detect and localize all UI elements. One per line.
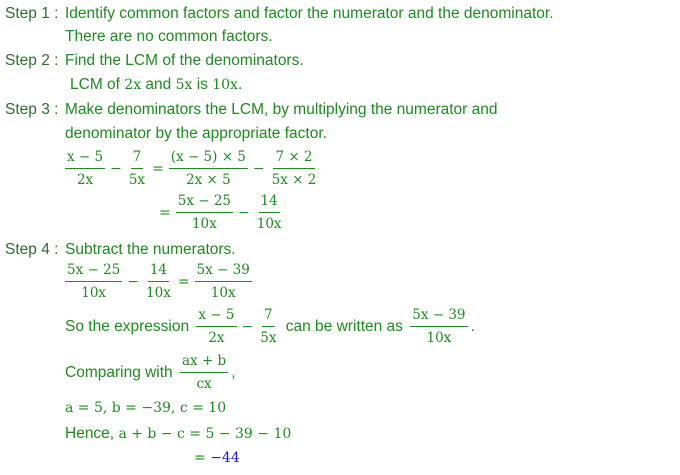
numerator: 5x − 39 [410, 307, 467, 327]
lcm-term: 2x [124, 77, 142, 93]
numerator: 5x − 25 [65, 262, 122, 282]
numerator: (x − 5) × 5 [169, 149, 248, 169]
numerator: 5x − 25 [176, 193, 233, 213]
operator: − [241, 318, 254, 335]
numerator: 7 × 2 [273, 149, 314, 169]
numerator: 14 [259, 193, 280, 213]
denominator: 10x [146, 285, 171, 301]
step-1-text [65, 5, 554, 23]
denominator: 10x [210, 285, 236, 301]
denominator: 2x × 5 [186, 172, 231, 188]
step-4-text [65, 241, 236, 259]
step-2-instruction: Find the LCM of the denominators. [65, 52, 304, 69]
numerator: ax + b [180, 353, 228, 373]
period: . [470, 317, 475, 335]
lcm-text: is [196, 76, 208, 93]
step-1-label: Step 1 : [5, 5, 59, 22]
denominator: 2x [76, 172, 94, 188]
lcm-text: LCM of [70, 76, 120, 93]
summary-text: can be written as [285, 317, 403, 335]
denominator: 10x [256, 216, 282, 232]
equation-3 [62, 262, 255, 301]
values-text: a = 5, b = −39, c = 10 [65, 400, 227, 416]
fraction [176, 193, 233, 232]
denominator: 5x × 2 [271, 172, 317, 188]
lcm-value: 10x [212, 77, 238, 93]
fraction [65, 149, 105, 188]
numerator: 14 [148, 262, 169, 282]
step-3-instruction: Make denominators the LCM, by multiplying the numerator and [65, 101, 498, 118]
denominator: 5x [260, 330, 277, 346]
step-4-instruction: Subtract the numerators. [65, 241, 236, 258]
step-3-instruction-cont: denominator by the appropriate factor. [65, 125, 327, 142]
step-3-label: Step 3 : [5, 101, 59, 118]
fraction [410, 307, 467, 346]
operator: − [127, 273, 140, 290]
numerator: 7 [262, 307, 275, 327]
comparison [65, 353, 236, 392]
equation-2 [157, 193, 287, 232]
fraction [196, 307, 236, 346]
step-1-result: There are no common factors. [65, 28, 273, 45]
equals: = [159, 204, 171, 221]
numerator: x − 5 [196, 307, 236, 327]
hence-expression: a + b − c = 5 − 39 − 10 [118, 426, 292, 442]
answer-value: −44 [210, 450, 240, 466]
lcm-text: and [145, 76, 172, 93]
denominator: cx [196, 376, 212, 392]
operator: − [252, 160, 265, 177]
fraction [169, 149, 248, 188]
fraction [195, 262, 252, 301]
fraction [180, 353, 228, 392]
denominator: 2x [208, 330, 225, 346]
operator: − [238, 204, 250, 221]
comma: , [231, 363, 236, 381]
step-3-text [65, 101, 498, 119]
fraction [65, 262, 122, 301]
summary-text: So the expression [65, 317, 190, 335]
denominator: 5x [128, 172, 146, 188]
fraction [127, 149, 147, 188]
comparison-text: Comparing with [65, 363, 173, 381]
numerator: 7 [131, 149, 144, 169]
numerator: 5x − 39 [195, 262, 252, 282]
fraction [255, 193, 284, 232]
numerator: x − 5 [65, 149, 105, 169]
fraction [258, 307, 278, 346]
denominator: 10x [191, 216, 217, 232]
step-1-sub [65, 28, 273, 46]
lcm-period: . [237, 76, 243, 93]
equals: = [177, 273, 190, 290]
step-2-lcm [70, 76, 242, 94]
step-1-instruction: Identify common factors and factor the numerator and the denominator. [65, 5, 554, 22]
step-2-text [65, 52, 304, 70]
step-2-label: Step 2 : [5, 52, 59, 69]
step-4-label: Step 4 : [5, 241, 59, 258]
fraction [144, 262, 173, 301]
denominator: 10x [426, 330, 452, 346]
coefficient-values [65, 400, 226, 416]
hence-text: Hence, [65, 425, 115, 442]
equals: = [152, 160, 164, 177]
denominator: 10x [81, 285, 107, 301]
fraction [270, 149, 319, 188]
final-result [194, 450, 240, 466]
equals: = [194, 450, 206, 466]
hence-line [65, 425, 291, 443]
operator: − [110, 160, 122, 177]
lcm-term: 5x [175, 77, 193, 93]
equation-1 [62, 149, 321, 188]
step-3-text2 [65, 125, 327, 143]
expression-summary [65, 307, 475, 346]
